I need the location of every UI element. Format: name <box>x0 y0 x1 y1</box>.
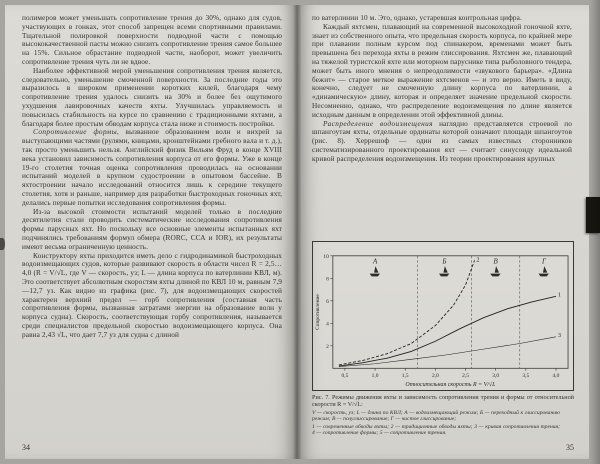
page-left <box>5 5 297 459</box>
x-tick-label: 3,0 <box>492 372 500 379</box>
page-left-text <box>5 5 297 339</box>
figure-chart <box>313 242 573 390</box>
figure-legend-line-2: 1 — современные обводы яхты; 2 — традиционные обводы яхты; 3 — кривая сопротивления трения; 4 — сопротивление формы; 5 — сопротивление трения. <box>312 423 560 437</box>
curve-number-label: 3 <box>557 332 561 339</box>
paragraph-right-2: Каждый яхтсмен, плавающий на современной высокоходной гоночной яхте, знает из собственного опыта, что предельная скорость корпуса, по крайней мере при плавании полным курсом под спинакером, временами может быть превышена без перехода яхты в режим глиссирования. Яхтсмен же, плавающий на тяжелой туристской яхте или моторном паруснике типа рыболовного тендера, может быть иного мнения о непреодолимости «звукового барьера». «Длина бежит» — старое меткое выражение яхтсменов — и это верно. Иметь в виду, конечно, следует не смоченную длину корпуса по ватерлинии, а «динамическую» длину, которая и определяет значение предельной скорости. Несомненно, однако, что распределение водоизмещения по длине является исходным данным в определении этой эффективной длины. <box>312 21 572 119</box>
paragraph-right-1: по ватерлинии 10 м. Это, однако, устаревшая контрольная цифра. <box>312 13 522 22</box>
x-tick-label: 1,5 <box>401 372 409 379</box>
zone-label: А <box>372 258 378 266</box>
plot-frame <box>333 256 568 368</box>
x-tick-label: 3,5 <box>522 372 530 379</box>
x-tick-label: 2,0 <box>431 372 439 379</box>
y-axis-label: Сопротивление <box>314 294 321 330</box>
x-tick-label: 4,0 <box>552 372 560 379</box>
figure-caption <box>312 394 574 437</box>
paragraph-right-3-text: наглядно представляется строевой по шпангоутам яхты, отдельные ординаты которой означают площади шпангоутов (рис. 8). Херрешоф — один из самых известных сторонников систематизированного проектирования яхт — считает синусоиду идеальной кривой распределения водоизмещения. Из теории проектирования крупных <box>312 118 572 163</box>
figure-legend-line-1: V — скорость, уз; L — длина по КВЛ; А — водоизмещающий режим; Б — переходный к глиссированию режим; В — полуглиссирование; Г — чистое глиссирование; <box>312 409 560 423</box>
bookmark-tab <box>586 197 600 233</box>
zone-label: В <box>493 258 498 266</box>
page-right-text <box>297 5 589 164</box>
x-axis-label: Относительная скорость R = V/√L <box>405 381 496 388</box>
boat-silhouette-icon <box>370 266 380 276</box>
boat-silhouette-icon <box>439 266 449 276</box>
y-tick-label: 10 <box>323 253 329 260</box>
resistance-curve-3 <box>339 337 556 367</box>
resistance-curve-2 <box>339 260 475 365</box>
figure-7 <box>312 241 574 437</box>
paragraph-right-3 <box>312 120 572 164</box>
page-number-left: 34 <box>22 443 30 452</box>
zone-label: Г <box>541 258 546 266</box>
paragraph-left-3 <box>22 128 282 207</box>
y-tick-label: 4 <box>326 321 329 328</box>
boat-silhouette-icon <box>538 266 548 276</box>
x-tick-label: 1,0 <box>371 372 379 379</box>
paragraph-left-4: Из-за высокой стоимости испытаний моделей только в последние десятилетия стали проводить систематические исследования сопротивления формы парусных яхт. Но поскольку все основные элементы испытанных яхт подчинялись требованиям формул обмера (RORC, ССА и IOR), их результаты имеют весьма ограниченную ценность. <box>22 206 282 251</box>
figure-chart-box <box>312 241 574 391</box>
y-tick-label: 6 <box>326 298 329 305</box>
curve-number-label: 1 <box>557 292 561 299</box>
paragraph-left-2: Наиболее эффективной мерой уменьшения сопротивления трения является, следовательно, уменьшение смоченной поверхности. За последние годы это выразилось в широком применении коротких килей, благодаря чему сопротивление трения удалось снизить на 30% и более без ощутимого ухудшения лавировочных качеств яхты. Улучшилась управляемость и повысилась стабильность на курсе по сравнению с традиционными яхтами, а благодаря более простым обводам корпуса стала ниже и стоимость постройки. <box>22 65 282 128</box>
paragraph-left-5: Конструктору яхты приходится иметь дело с гидродинамикой быстроходных водоизмещающих судов, которые развивают скорость в области чисел R = 2,5…4,0 (R = V/√L, где V — скорость, уз; L — длина корпуса по ватерлинии КВЛ, м). Это соответствует абсолютным скоростям яхты длиной по КВЛ 10 м, равным 7,9—12,7 уз. Как видно из графика (рис. 7), для водоизмещающих скоростей характерен верхний предел — горб сопротивления (составная часть сопротивления формы, вызванная затратами энергии на образование волн у корпуса судна). Скорость, соответствующая горбу сопротивления, называется среди специалистов предельной скоростью водоизмещающего корпуса. Она равна 2,43 √L, что дает 7,7 уз для судна с длиной <box>22 250 282 339</box>
x-tick-label: 2,5 <box>462 372 469 379</box>
page-number-right: 35 <box>566 443 574 452</box>
scan-smudge <box>0 238 5 250</box>
y-tick-label: 8 <box>326 276 329 283</box>
resistance-curve-1 <box>339 296 556 366</box>
term-emphasis: Сопротивление формы, <box>33 127 120 137</box>
boat-silhouette-icon <box>490 266 500 276</box>
paragraph-left-3-text: вызванное образованием волн и вихрей за выступающими частями (рулями, кницами, кронштейнами гребного вала и т. д.), так просто уменьшить нельзя. Английский физик Вильям Фруд в конце XVIII века установил зависимость сопротивления корпуса от его формы. Уже в конце 19-го столетия точная оценка сопротивления проводилась на основании испытаний моделей в крупном судостроении в опытовом бассейне. В яхтостроении начало исследований относится лишь к середине текущего столетия, хотя и раньше, например для разработки быстроходных гоночных яхт, делались первые попытки исследования сопротивления формы. <box>22 127 282 207</box>
figure-caption-title: Рис. 7. Режимы движения яхты и зависимость сопротивления трения и формы от относительной скорости R = V/√L: <box>312 393 574 409</box>
zone-label: Б <box>442 258 447 266</box>
x-tick-label: 0,5 <box>341 372 349 379</box>
page-right <box>297 5 589 459</box>
y-tick-label: 2 <box>326 343 329 350</box>
term-emphasis: Распределение водоизмещения <box>323 118 433 128</box>
paragraph-left-1: полимеров может уменьшать сопротивление трения до 30%, однако для судов, участвующих в гонках, этот способ запрещен всеми спортивными правилами. Тщательной полировкой поверхности подводной части с помощью высококачественной пасты можно снизить сопротивление трения самое большее на 15%. Сильное обрастание подводной части, наоборот, может увеличить сопротивление трения чуть ли не вдвое. <box>22 13 282 66</box>
curve-number-label: 2 <box>476 257 480 264</box>
